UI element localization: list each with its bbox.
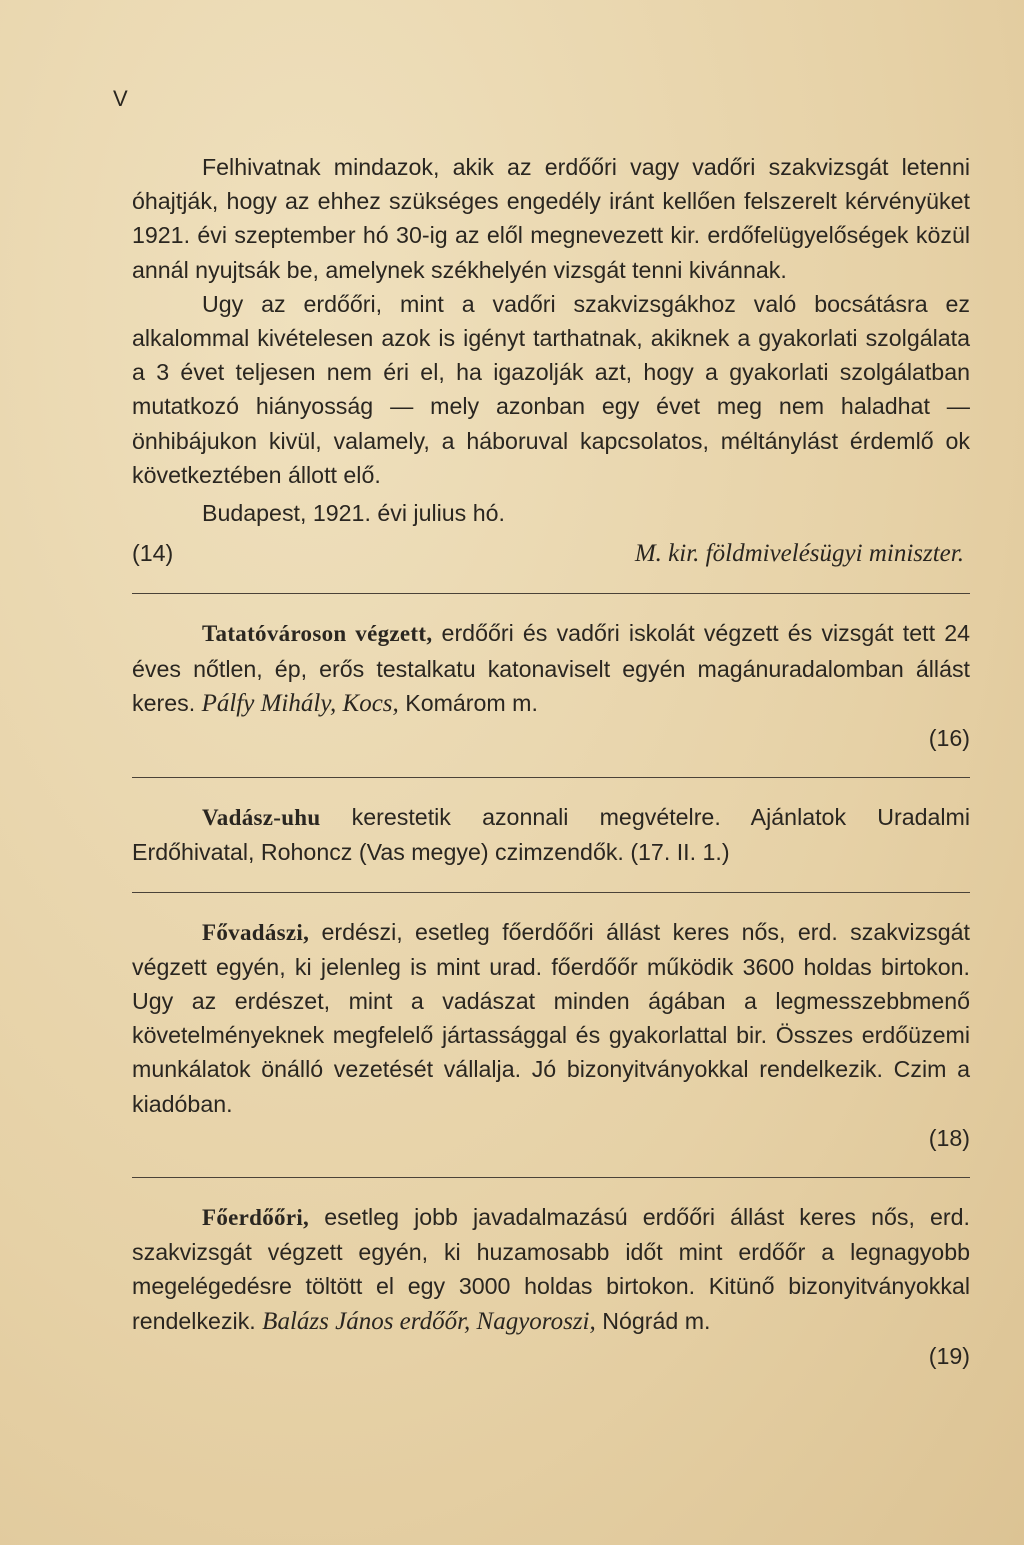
ad-4-foot	[132, 1339, 970, 1373]
classified-ad-2	[132, 800, 970, 869]
classified-ad-3	[132, 915, 970, 1155]
ad-1-name: Pálfy Mihály, Kocs,	[201, 689, 399, 717]
divider-rule	[132, 1177, 970, 1178]
notice-paragraph-1: Felhivatnak mindazok, akik az erdőőri vagy vadőri szakvizsgát letenni óhajtják, hogy az ehhez szükséges engedély iránt kellően felszerelt kérvényüket 1921. évi szeptember hó 30-ig az elől megnevezett kir. erdőfelügyelőségek közül annál nyujtsák be, amelynek székhelyén vizsgát tenni kivánnak.	[132, 154, 970, 283]
classified-ad-1	[132, 616, 970, 755]
ad-1-foot	[132, 721, 970, 755]
notice-paragraph-2: Ugy az erdőőri, mint a vadőri szakvizsgákhoz való bocsátásra ez alkalommal kivételesen azok is igényt tarthatnak, akiknek a gyakorlati szolgálata a 3 évet teljesen nem éri el, ha igazolják azt, hogy a gyakorlati szolgálatban mutatkozó hiányosság — mely azonban egy évet meg nem haladhat — önhibájukon kivül, valamely, a háboruval kapcsolatos, méltánylást érdemlő ok következtében állott elő.	[132, 290, 970, 488]
ad-2-text: kerestetik azonnali megvételre. Ajánlatok Uradalmi Erdőhivatal, Rohoncz (Vas megye) czimzendők. (17. II. 1.)	[132, 804, 970, 866]
ad-4-tail: Nógrád m.	[595, 1307, 711, 1334]
ad-1-ref: (16)	[928, 725, 970, 752]
notice-signature: M. kir. földmivelésügyi miniszter.	[634, 540, 964, 568]
divider-rule	[132, 777, 970, 778]
page-marker: V	[113, 86, 129, 111]
ad-1-lead: Tatatóvároson végzett,	[202, 621, 433, 647]
ad-1-tail: Komárom m.	[398, 689, 538, 716]
ad-4-ref: (19)	[928, 1342, 970, 1369]
ad-3-text: erdészi, esetleg főerdőőri állást keres nős, erd. szakvizsgát végzett egyén, ki jelenleg is mint urad. főerdőőr működik 3600 holdas birtokon. Ugy az erdészet, mint a vadászat minden ágában a legmesszebbmenő követelményeknek megfelelő jártassággal és gyakorlattal bir. Összes erdőüzemi munkálatok önálló vezetését vállalja. Jó bizonyitványokkal rendelkezik. Czim a kiadóban.	[132, 918, 970, 1117]
page-content	[132, 150, 970, 1373]
ad-1-text: erdőőri és vadőri iskolát végzett és vizsgát tett 24 éves nőtlen, ép, erős testalkatu katonaviselt egyén magánuradalomban állást keres.	[132, 620, 970, 716]
ad-4-text: esetleg jobb javadalmazású erdőőri állást keres nős, erd. szakvizsgát végzett egyén, ki huzamosabb időt mint erdőőr a legnagyobb megelégedésre töltött el egy 3000 holdas birtokon. Kitünő bizonyitványokkal rendelkezik.	[132, 1204, 970, 1334]
ad-3-foot	[132, 1121, 970, 1155]
ad-4-name: Balázs János erdőőr, Nagyoroszi,	[262, 1307, 596, 1335]
ad-2-lead: Vadász-uhu	[202, 805, 321, 831]
notice-signature-row	[132, 536, 970, 571]
classified-ad-4	[132, 1200, 970, 1373]
notice-place-date: Budapest, 1921. évi julius hó.	[202, 500, 505, 527]
divider-rule	[132, 593, 970, 594]
ad-4-lead: Főerdőőri,	[202, 1205, 310, 1231]
ad-3-ref: (18)	[928, 1124, 970, 1151]
notice-ref-number: (14)	[132, 540, 174, 567]
official-notice	[132, 150, 970, 571]
ad-3-lead: Fővadászi,	[202, 919, 310, 945]
divider-rule	[132, 892, 970, 893]
